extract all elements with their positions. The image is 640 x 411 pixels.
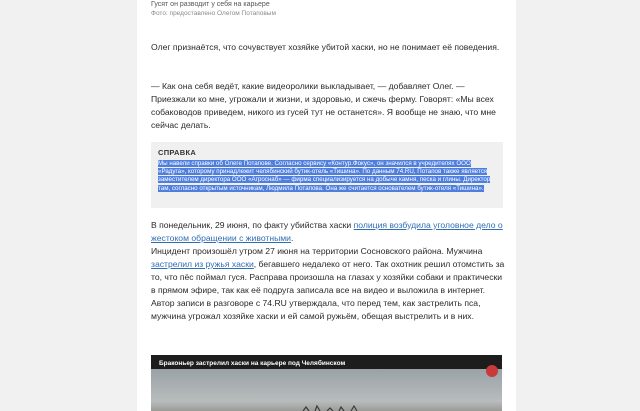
- paragraph-5-text: Инцидент произошёл утром 27 июня на территории Сосновского района. Мужчина: [151, 246, 483, 256]
- selected-text[interactable]: Мы навели справки об Олеге Потапове. Согласно сервису «Контур.Фокус», он значился в учредителях ООО «Радуга», которому принадлежит челябинский бутик-отель «Тишина». По данным 74.RU, Потапов также является заместителем директора ООО «Агроснаб» — фирма специализируется на добыче камня, песка и глины. Директор там, согласно открытым источникам, Людмила Потапова. Она же считается основателем бутик-отеля «Тишина».: [158, 160, 491, 192]
- geese-silhouette-icon: [301, 403, 361, 411]
- info-box-title: СПРАВКА: [158, 148, 197, 157]
- shot-husky-link[interactable]: застрелил из ружья хаски: [151, 259, 254, 269]
- photo-caption: [151, 0, 501, 18]
- paragraph-4-text: В понедельник, 29 июня, по факту убийства хаски: [151, 220, 354, 230]
- video-title: Браконьер застрелил хаски на карьере под Челябинском: [159, 360, 346, 367]
- paragraph-2: — Как она себя ведёт, какие видеоролики выкладывает, — добавляет Олег. — Приезжали ко мне, угрожали и жизни, и здоровью, и сжечь ферму. Говорят: «Мы всех собаководов приведем, никого из гусей тут не останется». Я вообще не знаю, что мне сейчас делать.: [151, 81, 496, 130]
- article-body: [137, 0, 516, 411]
- paragraph-1: Олег признаётся, что сочувствует хозяйке убитой хаски, но не понимает её поведения.: [151, 42, 500, 52]
- channel-avatar-icon[interactable]: [486, 365, 498, 377]
- info-box-body[interactable]: [158, 160, 498, 193]
- paragraph-5: [151, 245, 507, 323]
- paragraph-4-end: .: [290, 233, 294, 243]
- paragraph-5-rest: , бегавшего недалеко от него. Так охотник решил отомстить за то, что пёс поймал гуся. Расправа произошла на глазах у хозяйки собаки и практически в прямом эфире, так как её подруга записала все на видео и выложила в интернет. Автор записи в разговоре с 74.RU утверждала, что перед тем, как застрелить пса, мужчина угрожал хозяйке хаски и ей самой ружьём, обещая выстрелить и в них.: [151, 259, 505, 321]
- caption-title: Гусят он разводит у себя на карьере: [151, 1, 270, 8]
- info-box: [151, 142, 503, 208]
- video-player[interactable]: [151, 355, 502, 411]
- police-case-link[interactable]: полиция возбудила уголовное дело о жестоком обращении с животными: [151, 220, 503, 243]
- caption-credit: Фото: предоставлено Олегом Потаповым: [151, 10, 276, 17]
- paragraph-4: [151, 219, 507, 245]
